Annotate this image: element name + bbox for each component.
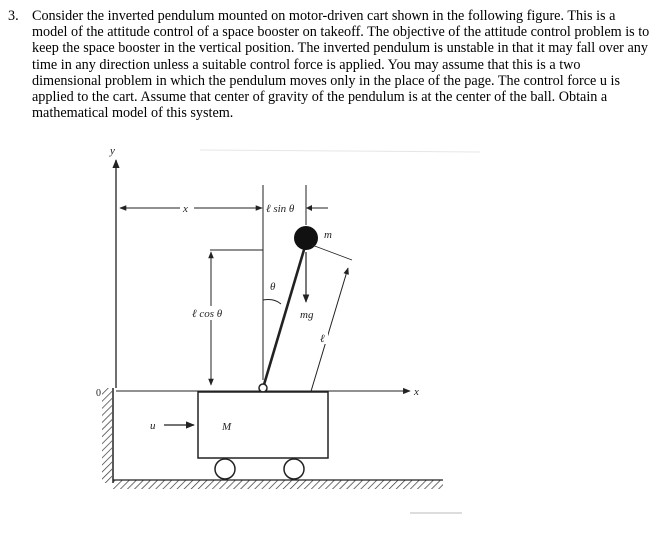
length-extension-line (312, 245, 352, 260)
l-sin-theta-arrowhead (306, 205, 312, 211)
ground-hatch (113, 480, 443, 489)
cart-wheel-right (284, 459, 304, 479)
theta-arc (263, 300, 281, 305)
force-label: u (150, 420, 156, 432)
problem-text: Consider the inverted pendulum mounted on motor-driven cart shown in the following figure. This is a model of the attitude control of a space booster on takeoff. The objective of the attitude control problem is to keep the space booster in the vertical position. The inverted pendulum is unstable in that it may fall over any time in any direction unless a suitable control force is applied. You may assume that this is a two dimensional problem in which the pendulum moves only in the place of the page. The control force u is applied to the cart. Assume that center of gravity of the pendulum is at the center of the ball. Obtain a mathematical model of this system. (32, 8, 650, 122)
theta-label: θ (270, 281, 276, 293)
wall-hatch (102, 388, 112, 483)
inverted-pendulum-figure (80, 140, 500, 520)
l-cos-theta-label: ℓ cos θ (192, 308, 223, 320)
x-axis-label: x (414, 386, 419, 398)
x-distance-label: x (183, 203, 188, 215)
cart-body (198, 392, 328, 458)
problem-number: 3. (8, 8, 19, 24)
pendulum-diagram (80, 140, 500, 520)
faint-line (200, 150, 480, 152)
problem-statement (8, 8, 652, 122)
l-sin-theta-label: ℓ sin θ (266, 203, 295, 215)
cart-wheel-left (215, 459, 235, 479)
mass-ball-label: m (324, 229, 332, 241)
cart-mass-label: M (222, 421, 232, 433)
pendulum-ball (294, 226, 318, 250)
y-axis-label: y (110, 145, 115, 157)
weight-label: mg (300, 309, 314, 321)
origin-label: 0 (96, 388, 101, 399)
pivot-joint (259, 384, 267, 392)
length-label: ℓ (320, 333, 325, 345)
